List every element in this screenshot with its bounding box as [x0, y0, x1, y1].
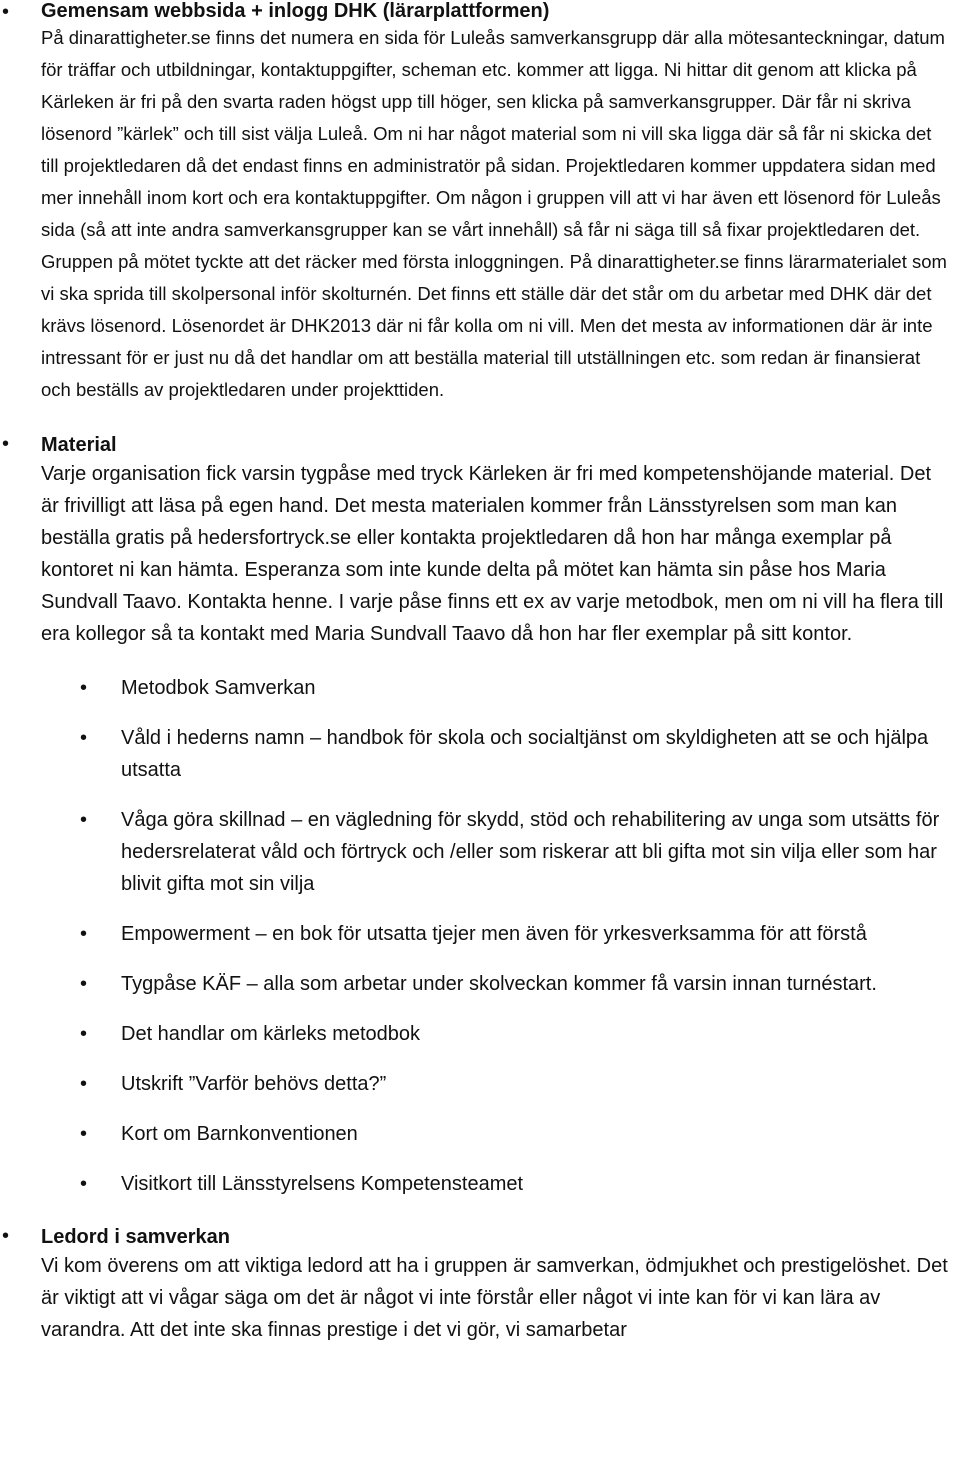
list-item [0, 968, 954, 1000]
list-item [0, 1018, 954, 1050]
list-item [0, 1168, 954, 1200]
list-item-text: Våld i hederns namn – handbok för skola och socialtjänst om skyldigheten att se och hjälpa utsatta [121, 727, 929, 781]
bullet-icon: • [80, 727, 88, 749]
bullet-icon: • [80, 973, 88, 995]
list-item [0, 918, 954, 950]
list-item-text: Metodbok Samverkan [121, 677, 316, 699]
list-item-text: Visitkort till Länsstyrelsens Kompetensteamet [121, 1173, 524, 1195]
bullet-icon: • [80, 1073, 88, 1095]
material-list [41, 672, 954, 1200]
bullet-icon: • [2, 1, 10, 23]
bullet-icon: • [2, 433, 10, 455]
section-material [0, 432, 960, 1200]
list-item [0, 1068, 954, 1100]
section-ledord [0, 1224, 960, 1346]
list-item-text: Tygpåse KÄF – alla som arbetar under skolveckan kommer få varsin innan turnéstart. [121, 973, 877, 995]
bullet-icon: • [80, 809, 88, 831]
bullet-icon: • [80, 923, 88, 945]
bullet-icon: • [80, 1123, 88, 1145]
section-title: Material [41, 434, 117, 456]
bullet-icon: • [80, 677, 88, 699]
section-title: Gemensam webbsida + inlogg DHK (lärarplattformen) [41, 0, 550, 22]
section-webbsida [0, 0, 960, 406]
list-item-text: Kort om Barnkonventionen [121, 1123, 358, 1145]
section-body: Varje organisation fick varsin tygpåse med tryck Kärleken är fri med kompetenshöjande material. Det är frivilligt att läsa på egen hand. Det mesta materialen kommer från Länsstyrelsen som man kan beställa gratis på hedersfortryck.se eller kontakta projektledaren då hon har många exemplar på kontoret ni kan hämta. Esperanza som inte kunde delta på mötet kan hämta sin påse hos Maria Sundvall Taavo. Kontakta henne. I varje påse finns ett ex av varje metodbok, men om ni vill ha flera till era kollegor så ta kontakt med Maria Sundvall Taavo då hon har fler exemplar på sitt kontor. [41, 463, 944, 645]
list-item-text: Våga göra skillnad – en vägledning för skydd, stöd och rehabilitering av unga som utsätts för hedersrelaterat våld och förtryck och /eller som riskerar att bli gifta mot sin vilja eller som har blivit gifta mot sin vilja [121, 809, 940, 895]
section-title: Ledord i samverkan [41, 1226, 230, 1248]
bullet-icon: • [80, 1023, 88, 1045]
list-item-text: Utskrift ”Varför behövs detta?” [121, 1073, 387, 1095]
list-item [0, 672, 954, 704]
list-item [0, 1118, 954, 1150]
section-body: Vi kom överens om att viktiga ledord att ha i gruppen är samverkan, ödmjukhet och prestigelöshet. Det är viktigt att vi vågar säga om det är något vi inte förstår eller något vi inte kan för vi kan lära av varandra. Att det inte ska finnas prestige i det vi gör, vi samarbetar [41, 1255, 948, 1341]
bullet-icon: • [80, 1173, 88, 1195]
list-item [0, 804, 954, 900]
bullet-icon: • [2, 1225, 10, 1247]
list-item [0, 722, 954, 786]
list-item-text: Empowerment – en bok för utsatta tjejer men även för yrkesverksamma för att förstå [121, 923, 867, 945]
list-item-text: Det handlar om kärleks metodbok [121, 1023, 421, 1045]
section-body: På dinarattigheter.se finns det numera en sida för Luleås samverkansgrupp där alla mötesanteckningar, datum för träffar och utbildningar, kontaktuppgifter, scheman etc. kommer att ligga. Ni hittar dit genom att klicka på Kärleken är fri på den svarta raden högst upp till höger, sen klicka på samverkansgrupper. Där får ni skriva lösenord ”kärlek” och till sist välja Luleå. Om ni har något material som ni vill ska ligga där så får ni skicka det till projektledaren då det endast finns en administratör på sidan. Projektledaren kommer uppdatera sidan med mer innehåll inom kort och era kontaktuppgifter. Om någon i gruppen vill att vi har även ett lösenord för Luleås sida (så att inte andra samverkansgrupper kan se vårt innehåll) så får ni säga till så fixar projektledaren det. Gruppen på mötet tyckte att det räcker med första inloggningen. På dinarattigheter.se finns lärarmaterialet som vi ska sprida till skolpersonal inför skolturnén. Det finns ett ställe där det står om du arbetar med DHK där det krävs lösenord. Lösenordet är DHK2013 där ni får kolla om ni vill. Men det mesta av informationen där är inte intressant för er just nu då det handlar om att beställa material till utställningen etc. som redan är finansierat och beställs av projektledaren under projekttiden. [41, 27, 947, 400]
